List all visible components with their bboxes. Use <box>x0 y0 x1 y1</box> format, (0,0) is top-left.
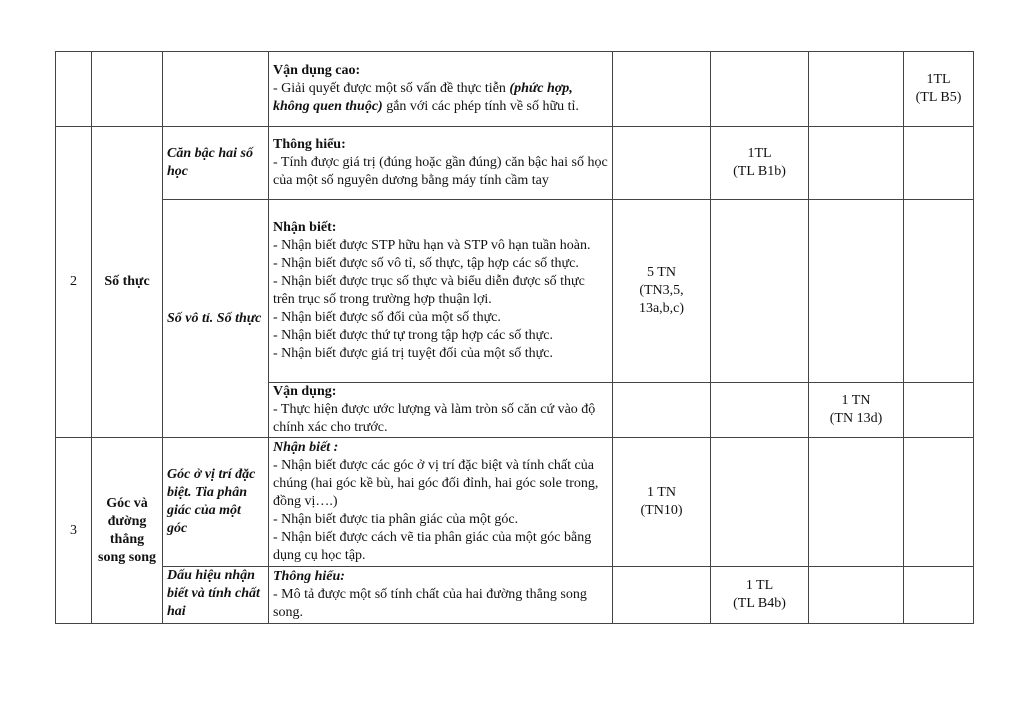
question-cell-nb <box>613 567 711 624</box>
question-cell-nb <box>613 438 711 567</box>
requirement-text: - Nhận biết được thứ tự trong tập hợp các số thực. <box>273 328 553 343</box>
question-cell-th <box>711 438 809 567</box>
requirement-text: - Mô tả được một số tính chất của hai đường thẳng song song. <box>273 587 587 620</box>
requirement-cell <box>269 127 613 200</box>
question-ref: 13a,b,c) <box>638 301 685 316</box>
question-cell-vdc <box>904 438 974 567</box>
question-cell-nb <box>613 127 711 200</box>
question-count: 1 TN <box>841 393 871 408</box>
level-label: Vận dụng: <box>273 384 337 399</box>
topic-name-cell: Số thực <box>92 127 163 438</box>
question-cell-vdc <box>904 383 974 438</box>
question-count: 1 TN <box>647 485 676 500</box>
table-row <box>56 438 974 567</box>
question-cell-vdc <box>904 127 974 200</box>
question-count: 5 TN <box>647 265 676 280</box>
level-label: Nhận biết : <box>273 440 339 455</box>
table-row <box>56 127 974 200</box>
requirement-text: - Nhận biết được số đối của một số thực. <box>273 310 501 325</box>
requirement-text: - Thực hiện được ước lượng và làm tròn số căn cứ vào độ chính xác cho trước. <box>273 402 596 435</box>
question-ref: (TN 13d) <box>829 411 883 426</box>
requirement-text: - Nhận biết được số vô tỉ, số thực, tập hợp các số thực. <box>273 256 579 271</box>
question-cell-th <box>711 52 809 127</box>
requirement-cell <box>269 383 613 438</box>
requirement-cell <box>269 52 613 127</box>
level-label: Thông hiểu: <box>273 569 345 584</box>
question-ref: (TL B5) <box>915 90 962 105</box>
question-cell-vdc <box>904 52 974 127</box>
question-count: 1 TL <box>745 578 774 593</box>
requirement-text: gắn với các phép tính về số hữu tỉ. <box>382 99 579 114</box>
question-count: 1TL <box>926 72 951 87</box>
unit-cell: Căn bậc hai số học <box>163 127 269 200</box>
topic-number-cell: 2 <box>56 127 92 438</box>
unit-cell: Góc ở vị trí đặc biệt. Tia phân giác của một góc <box>163 438 269 567</box>
requirement-emphasis: (phức hợp, không quen thuộc) <box>273 81 573 114</box>
requirement-text: - Nhận biết được STP hữu hạn và STP vô hạn tuần hoàn. <box>273 238 591 253</box>
requirement-text: - Nhận biết được cách vẽ tia phân giác của một góc bằng dụng cụ học tập. <box>273 530 592 563</box>
requirement-text: - Giải quyết được một số vấn đề thực tiễn <box>273 81 510 96</box>
question-ref: (TN10) <box>640 503 683 518</box>
question-cell-th <box>711 127 809 200</box>
question-cell-vd <box>809 383 904 438</box>
assessment-matrix-table <box>55 51 974 624</box>
table-row <box>56 200 974 383</box>
question-cell-vd <box>809 567 904 624</box>
level-label: Thông hiểu: <box>273 137 346 152</box>
topic-number-cell <box>56 52 92 127</box>
requirement-text: - Tính được giá trị (đúng hoặc gần đúng) căn bậc hai số học của một số nguyên dương bằng máy tính cầm tay <box>273 155 608 188</box>
question-cell-vdc <box>904 200 974 383</box>
requirement-text: - Nhận biết được trục số thực và biểu diễn được số thực trên trục số trong trường hợp thuận lợi. <box>273 274 585 307</box>
question-ref: (TN3,5, <box>639 283 684 298</box>
unit-cell: Dấu hiệu nhận biết và tính chất hai <box>163 567 269 624</box>
question-cell-nb <box>613 52 711 127</box>
level-label: Nhận biết: <box>273 220 337 235</box>
requirement-text: - Nhận biết được tia phân giác của một góc. <box>273 512 519 527</box>
question-cell-th <box>711 383 809 438</box>
question-count: 1TL <box>747 146 772 161</box>
question-ref: (TL B1b) <box>733 164 786 179</box>
question-cell-th <box>711 200 809 383</box>
question-cell-th <box>711 567 809 624</box>
question-cell-nb <box>613 383 711 438</box>
question-cell-vdc <box>904 567 974 624</box>
topic-name-cell <box>92 52 163 127</box>
topic-number-cell: 3 <box>56 438 92 624</box>
table-row <box>56 52 974 127</box>
question-ref: (TL B4b) <box>733 596 786 611</box>
topic-name-cell: Góc và đường thẳng song song <box>92 438 163 624</box>
question-cell-nb <box>613 200 711 383</box>
unit-cell <box>163 52 269 127</box>
requirement-cell <box>269 438 613 567</box>
question-cell-vd <box>809 438 904 567</box>
level-label: Vận dụng cao: <box>273 63 361 78</box>
requirement-text: - Nhận biết được giá trị tuyệt đối của một số thực. <box>273 346 553 361</box>
question-cell-vd <box>809 52 904 127</box>
requirement-text: - Nhận biết được các góc ở vị trí đặc biệt và tính chất của chúng (hai góc kề bù, hai góc đối đỉnh, hai góc sole trong, đồng vị….) <box>273 458 599 509</box>
question-cell-vd <box>809 127 904 200</box>
requirement-cell <box>269 567 613 624</box>
unit-cell: Số vô tỉ. Số thực <box>163 200 269 438</box>
requirement-cell <box>269 200 613 383</box>
question-cell-vd <box>809 200 904 383</box>
table-row <box>56 567 974 624</box>
